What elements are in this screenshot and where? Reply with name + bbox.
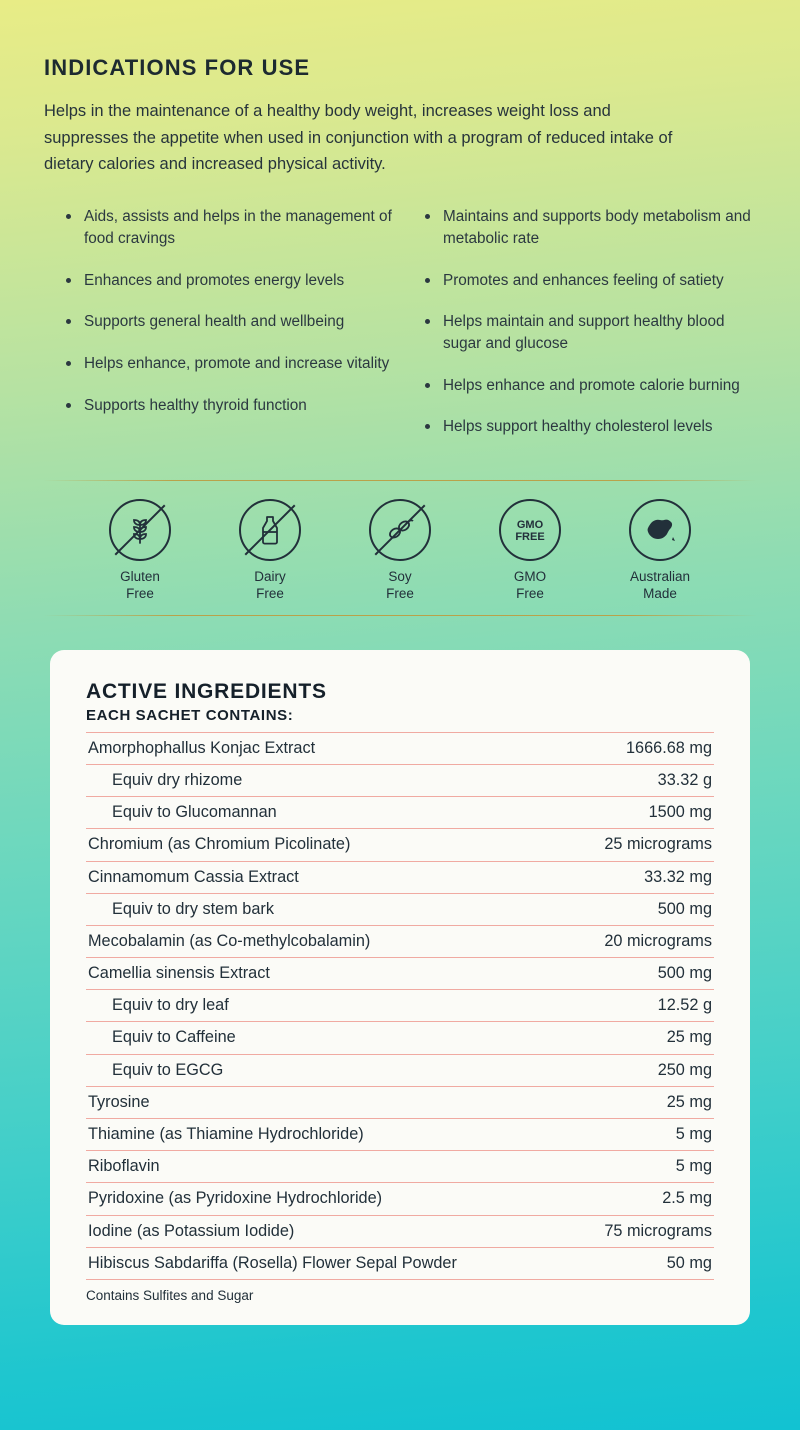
ingredient-name: Mecobalamin (as Co-methylcobalamin) <box>86 925 569 957</box>
ingredient-amount: 1500 mg <box>569 797 714 829</box>
table-row <box>86 1247 714 1279</box>
ingredient-amount: 1666.68 mg <box>569 732 714 764</box>
benefits-list <box>44 206 756 458</box>
ingredient-amount: 33.32 mg <box>569 861 714 893</box>
badge-label: Gluten Free <box>120 569 160 602</box>
benefit-item: Promotes and enhances feeling of satiety <box>425 270 756 292</box>
ingredient-name: Thiamine (as Thiamine Hydrochloride) <box>86 1119 569 1151</box>
ingredient-amount: 500 mg <box>569 893 714 925</box>
table-row <box>86 829 714 861</box>
ingredient-name: Equiv to dry stem bark <box>86 893 569 925</box>
badge-label: Australian Made <box>629 569 691 602</box>
ingredient-amount: 2.5 mg <box>569 1183 714 1215</box>
ingredient-amount: 75 micrograms <box>569 1215 714 1247</box>
indications-intro: Helps in the maintenance of a healthy body weight, increases weight loss and suppresses the appetite when used in conjunction with a program of reduced intake of dietary calories and increased physical activity. <box>44 102 673 174</box>
ingredient-amount: 250 mg <box>569 1054 714 1086</box>
table-row <box>86 958 714 990</box>
ingredient-amount: 25 micrograms <box>569 829 714 861</box>
svg-text:FREE: FREE <box>515 531 545 544</box>
ingredient-name: Hibiscus Sabdariffa (Rosella) Flower Sepal Powder <box>86 1247 569 1279</box>
dairy-free-icon <box>239 499 301 561</box>
ingredient-amount: 50 mg <box>569 1247 714 1279</box>
ingredient-name: Equiv dry rhizome <box>86 765 569 797</box>
gmo-free-icon <box>499 499 561 561</box>
benefit-item: Helps maintain and support healthy blood sugar and glucose <box>425 311 756 354</box>
ingredient-amount: 20 micrograms <box>569 925 714 957</box>
table-row <box>86 1183 714 1215</box>
ingredient-name: Camellia sinensis Extract <box>86 958 569 990</box>
table-row <box>86 861 714 893</box>
benefit-item: Aids, assists and helps in the management of food cravings <box>66 206 397 249</box>
ingredient-amount: 5 mg <box>569 1151 714 1183</box>
benefit-item: Helps enhance, promote and increase vitality <box>66 353 397 375</box>
ingredient-name: Equiv to dry leaf <box>86 990 569 1022</box>
table-row <box>86 1215 714 1247</box>
ingredients-subtitle: EACH SACHET CONTAINS: <box>86 706 294 724</box>
wheat-free-icon <box>109 499 171 561</box>
badge-soy-free <box>359 499 441 603</box>
badge-australian-made <box>619 499 701 603</box>
benefits-column-right <box>425 206 756 458</box>
badge-label: GMO Free <box>513 569 547 602</box>
badge-label: Dairy Free <box>254 569 286 602</box>
benefit-item: Supports healthy thyroid function <box>66 395 397 417</box>
ingredient-name: Chromium (as Chromium Picolinate) <box>86 829 569 861</box>
benefit-item: Supports general health and wellbeing <box>66 311 397 333</box>
table-row <box>86 732 714 764</box>
ingredient-amount: 500 mg <box>569 958 714 990</box>
ingredient-amount: 33.32 g <box>569 765 714 797</box>
indications-title: INDICATIONS FOR USE <box>44 55 311 80</box>
ingredient-name: Pyridoxine (as Pyridoxine Hydrochloride) <box>86 1183 569 1215</box>
ingredient-name: Equiv to EGCG <box>86 1054 569 1086</box>
table-row <box>86 990 714 1022</box>
ingredient-name: Amorphophallus Konjac Extract <box>86 732 569 764</box>
benefit-item: Maintains and supports body metabolism and metabolic rate <box>425 206 756 249</box>
badge-wheat-free <box>99 499 181 603</box>
table-row <box>86 893 714 925</box>
ingredients-title: ACTIVE INGREDIENTS <box>86 679 327 703</box>
soy-free-icon <box>369 499 431 561</box>
certification-badges <box>44 480 756 616</box>
badge-gmo-free <box>489 499 571 603</box>
svg-text:GMO: GMO <box>516 519 544 532</box>
australian-made-icon <box>629 499 691 561</box>
active-ingredients-card <box>50 650 750 1325</box>
ingredient-name: Equiv to Caffeine <box>86 1022 569 1054</box>
table-row <box>86 1086 714 1118</box>
ingredient-name: Equiv to Glucomannan <box>86 797 569 829</box>
badge-label: Soy Free <box>386 569 414 602</box>
ingredient-name: Iodine (as Potassium Iodide) <box>86 1215 569 1247</box>
ingredients-table <box>86 732 714 1280</box>
benefit-item: Helps support healthy cholesterol levels <box>425 416 756 438</box>
ingredient-amount: 12.52 g <box>569 990 714 1022</box>
ingredient-amount: 25 mg <box>569 1086 714 1118</box>
ingredients-footnote: Contains Sulfites and Sugar <box>86 1287 254 1303</box>
table-row <box>86 765 714 797</box>
ingredient-name: Riboflavin <box>86 1151 569 1183</box>
table-row <box>86 1054 714 1086</box>
ingredient-amount: 25 mg <box>569 1022 714 1054</box>
table-row <box>86 1119 714 1151</box>
table-row <box>86 1151 714 1183</box>
benefits-column-left <box>66 206 397 458</box>
ingredient-amount: 5 mg <box>569 1119 714 1151</box>
ingredient-name: Cinnamomum Cassia Extract <box>86 861 569 893</box>
ingredient-name: Tyrosine <box>86 1086 569 1118</box>
badge-dairy-free <box>229 499 311 603</box>
benefit-item: Enhances and promotes energy levels <box>66 270 397 292</box>
table-row <box>86 797 714 829</box>
table-row <box>86 925 714 957</box>
benefit-item: Helps enhance and promote calorie burning <box>425 375 756 397</box>
table-row <box>86 1022 714 1054</box>
